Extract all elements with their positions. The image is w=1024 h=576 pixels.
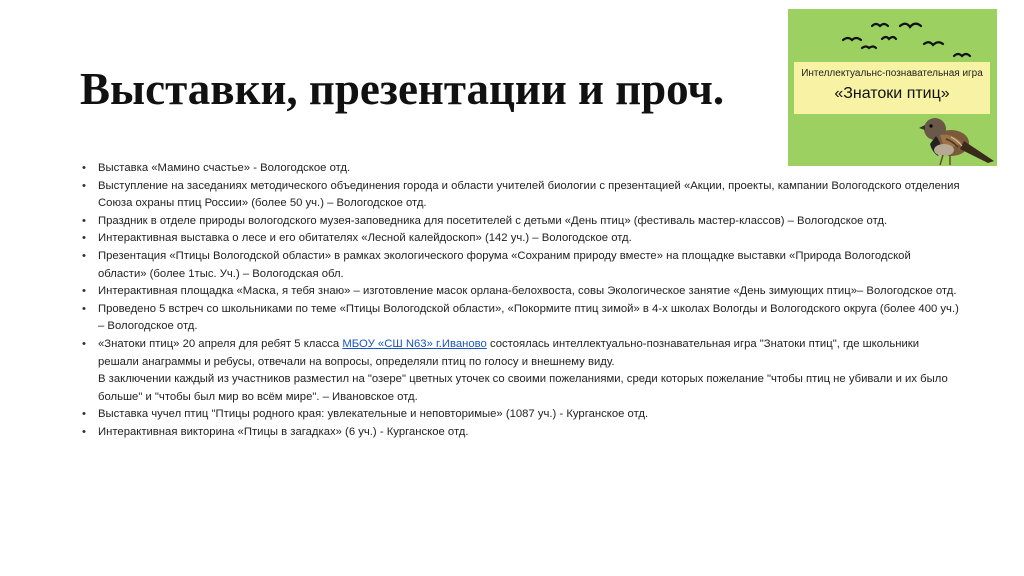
bullet-text: Интерактивная викторина «Птицы в загадках» (6 уч.) - Курганское отд.: [98, 425, 469, 438]
flying-bird-icon: [862, 47, 876, 49]
sparrow-icon: [919, 118, 994, 165]
school-link[interactable]: МБОУ «СШ N63» г.Иваново: [342, 337, 487, 350]
bullet-text: Выставка чучел птиц "Птицы родного края: увлекательные и неповторимые» (1087 уч.) - Курганское отд.: [98, 408, 649, 421]
poster-banner: [794, 62, 990, 114]
list-item: [82, 301, 962, 336]
poster-heading: «Знатоки птиц»: [834, 85, 950, 102]
list-item: [82, 406, 962, 424]
bullet-continuation: В заключении каждый из участников разместил на "озере" цветных уточек со своими пожеланиями, среди которых пожелание "чтобы птиц не убивали и их было больше" и "чтобы был мир во всём мире". – Ивановское отд.: [98, 373, 948, 403]
bullet-list: [82, 160, 962, 442]
bullet-text: состоялась интеллектуально-познавательная игра "Знатоки птиц", где школьники решали анаграммы и ребусы, отвечали на вопросы, определяли птиц по голосу и внешнему виду.: [98, 337, 920, 368]
flying-bird-icon: [924, 42, 943, 45]
list-item: [82, 248, 962, 283]
list-item: [82, 178, 962, 213]
flying-bird-icon: [882, 37, 896, 39]
quiz-poster-image: [788, 9, 997, 166]
poster-subtitle: Интеллектуальнс-познавательная игра: [801, 68, 983, 79]
flying-bird-icon: [900, 24, 921, 27]
bullet-text: Праздник в отделе природы вологодского музея-заповедника для посетителей с детьми «День птиц» (фестиваль мастер-классов) – Вологодское отд.: [98, 214, 888, 227]
list-item: [82, 283, 962, 301]
bullet-text: «Знатоки птиц» 20 апреля для ребят 5 класса: [98, 337, 343, 350]
list-item: [82, 230, 962, 248]
bullet-text: Проведено 5 встреч со школьниками по теме «Птицы Вологодской области», «Покормите птиц зимой» в 4-х школах Вологды и Вологодского округа (более 400 уч.) – Вологодское отд.: [98, 302, 959, 333]
list-item: [82, 336, 962, 406]
bullet-text: Интерактивная площадка «Маска, я тебя знаю» – изготовление масок орлана-белохвоста, совы Экологическое занятие «День зимующих птиц»– Вологодское отд.: [98, 285, 957, 298]
flying-bird-icon: [954, 54, 970, 56]
bullet-text: Интерактивная выставка о лесе и его обитателях «Лесной калейдоскоп» (142 уч.) – Вологодское отд.: [98, 232, 632, 245]
list-item: [82, 424, 962, 442]
flying-bird-icon: [872, 24, 888, 26]
list-item: [82, 213, 962, 231]
flying-bird-icon: [843, 38, 861, 40]
bullet-text: Презентация «Птицы Вологодской области» в рамках экологического форума «Сохраним природу вместе» на площадке выставки «Природа Вологодской области» (более 1тыс. Уч.) – Вологодская обл.: [98, 249, 911, 280]
bullet-text: Выступление на заседаниях методического объединения города и области учителей биологии с презентацией «Акции, проекты, кампании Вологодского отделения Союза охраны птиц России» (более 50 уч.) – Вологодское отд.: [98, 179, 960, 210]
bullet-text: Выставка «Мамино счастье» - Вологодское отд.: [98, 162, 351, 174]
list-item: [82, 160, 962, 178]
slide-title: Выставки, презентации и проч.: [80, 64, 725, 114]
